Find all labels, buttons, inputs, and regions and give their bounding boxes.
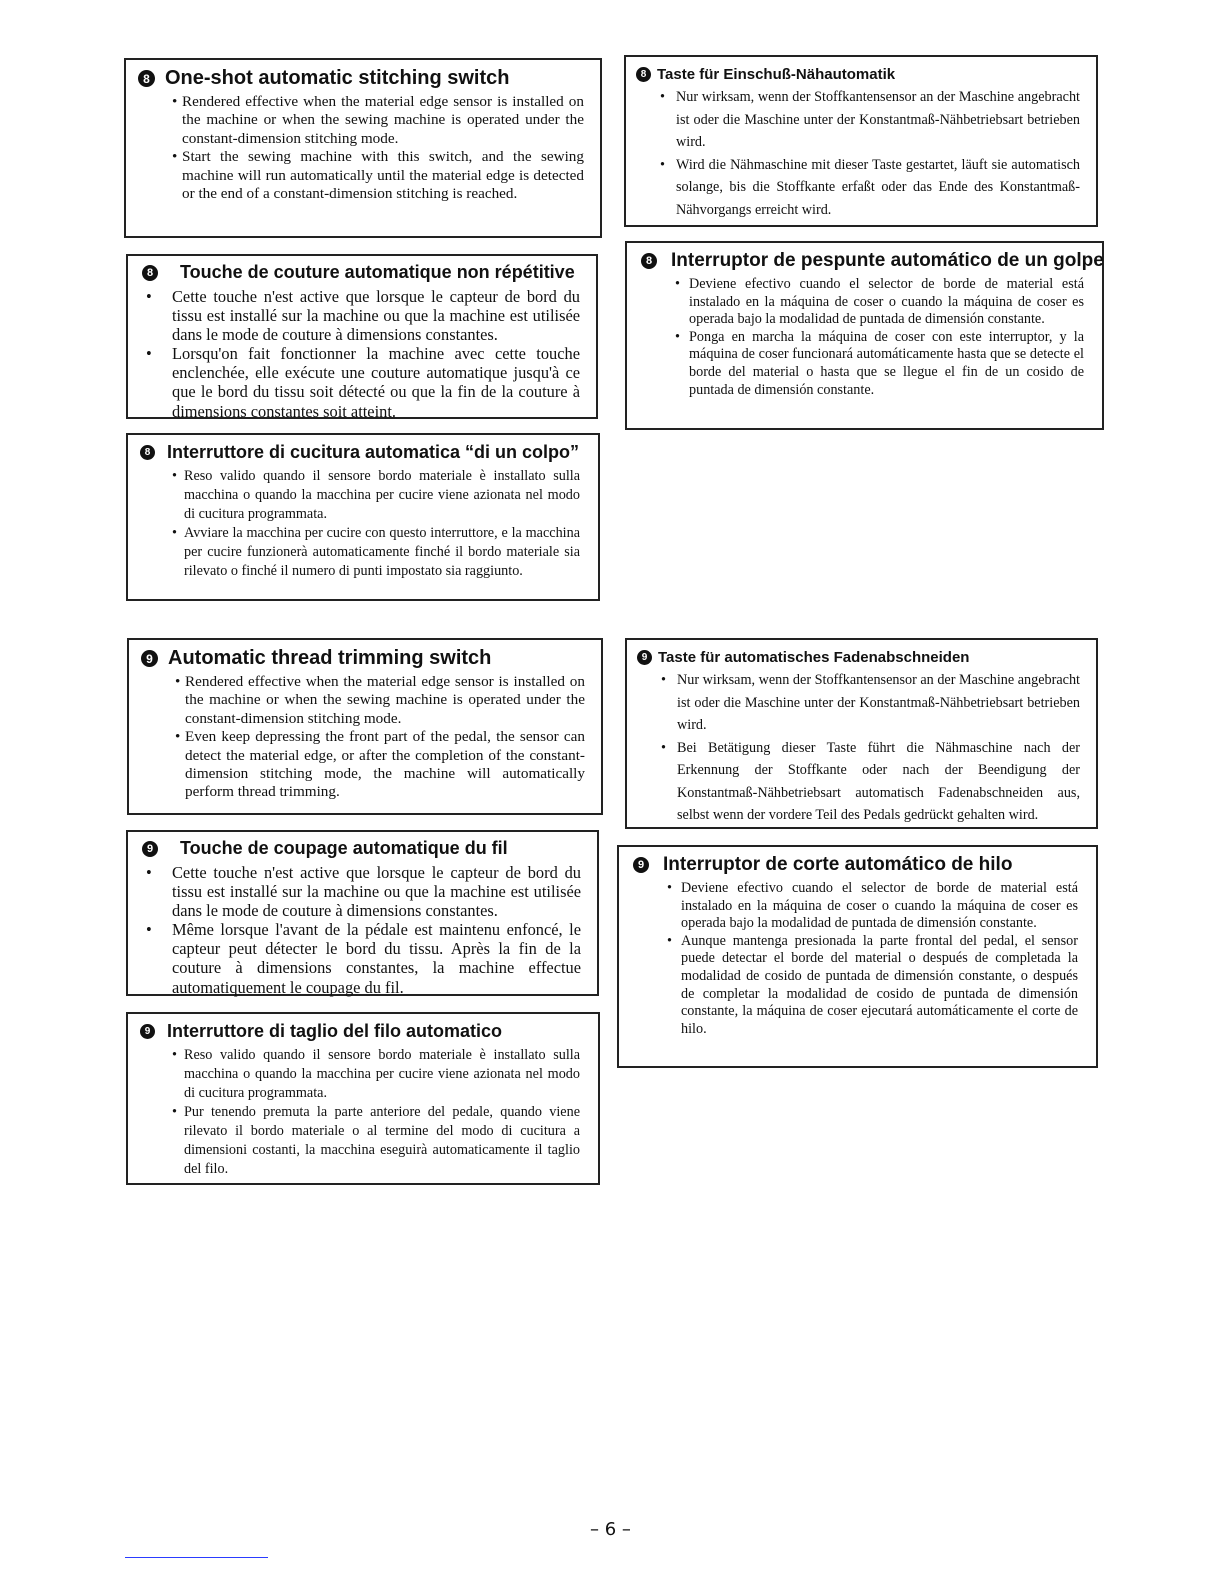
bullet-icon: • xyxy=(172,1047,177,1063)
list-item: • Même lorsque l'avant de la pédale est maintenu enfoncé, le capteur peut détecter le bord du tissu. Après la fin de la couture à dimensions constantes, la machine effectue automatiquement le coupage du fil. xyxy=(146,920,581,997)
bullet-icon: • xyxy=(675,276,680,292)
list-item: • Cette touche n'est active que lorsque le capteur de bord du tissu est installé sur la machine ou que la machine est utilisée dans le mode de couture à dimensions constantes. xyxy=(146,287,580,345)
number-badge-icon: 9 xyxy=(142,841,158,857)
section-title: Interruptor de corte automático de hilo xyxy=(663,854,1013,875)
section-fr-9 xyxy=(126,830,599,996)
list-item: • Reso valido quando il sensore bordo materiale è installato sulla macchina o quando la macchina per cucire viene azionata nel modo di cucitura programmata. xyxy=(172,1047,580,1101)
list-item: • Nur wirksam, wenn der Stoffkantensensor an der Maschine angebracht ist oder die Maschine unter der Konstantmaß-Nähbetriebsart betrieben wird. xyxy=(676,86,1080,154)
bullet-list xyxy=(627,666,1096,827)
bullet-icon: • xyxy=(172,148,178,166)
section-title: Interruttore di cucitura automatica “di un colpo” xyxy=(167,442,580,462)
bullet-icon: • xyxy=(172,525,177,541)
section-heading xyxy=(129,640,601,670)
list-item: • Bei Betätigung dieser Taste führt die Nähmaschine nach der Erkennung der Stoffkante oder nach der Beendigung der Konstantmaß-Nähbetriebsart automatisch Fadenabschneiden aus, selbst wenn der vordere Teil des Pedals gedrückt gehalten wird. xyxy=(677,737,1080,827)
bullet-icon: • xyxy=(146,920,152,940)
list-item: • Aunque mantenga presionada la parte frontal del pedal, el sensor puede detectar el borde del material o después de completada la modalidad de cosido de puntada de dimensión constante, o después de completar la modalidad de cosido de puntada de dimensión constante, la máquina de coser ejecutará automáticamente el corte de hilo. xyxy=(667,932,1078,1037)
bullet-icon: • xyxy=(172,93,178,110)
list-item: • Nur wirksam, wenn der Stoffkantensensor an der Maschine angebracht ist oder die Maschine unter der Konstantmaß-Nähbetriebsart betrieben wird. xyxy=(677,669,1080,737)
bullet-list xyxy=(626,83,1096,221)
section-title: Interruttore di taglio del filo automatico xyxy=(167,1021,503,1041)
section-de-8 xyxy=(624,55,1098,227)
bullet-icon: • xyxy=(667,880,672,896)
number-badge-icon: 9 xyxy=(637,650,652,665)
section-it-9 xyxy=(126,1012,600,1185)
number-badge-icon: 8 xyxy=(641,253,657,269)
bullet-icon: • xyxy=(660,89,665,105)
section-heading xyxy=(627,243,1102,272)
list-item: • Lorsqu'on fait fonctionner la machine avec cette touche enclenchée, elle exécute une couture automatique jusqu'à ce que le bord du tissu soit détecté ou que la fin de la couture à dimensions constantes soit atteint. xyxy=(146,344,580,421)
list-item: • Rendered effective when the material edge sensor is installed on the machine or when the sewing machine is operated under the constant-dimension stitching mode. xyxy=(175,673,585,727)
section-title: Touche de coupage automatique du fil xyxy=(180,838,508,858)
bullet-list xyxy=(627,272,1102,399)
list-item: • Rendered effective when the material edge sensor is installed on the machine or when the sewing machine is operated under the constant-dimension stitching mode. xyxy=(172,93,584,147)
number-badge-icon: 9 xyxy=(141,650,158,667)
list-item: • Avviare la macchina per cucire con questo interruttore, e la macchina per cucire funzionerà automaticamente finché il bordo materiale sia rilevato o finché il numero di punti impostato sia raggiunto. xyxy=(172,525,580,579)
section-heading xyxy=(128,435,598,463)
list-item: • Reso valido quando il sensore bordo materiale è installato sulla macchina o quando la macchina per cucire viene azionata nel modo di cucitura programmata. xyxy=(172,468,580,522)
list-item: • Even keep depressing the front part of the pedal, the sensor can detect the material edge, or after the completion of the constant-dimension stitching mode, the machine will automatically perform thread trimming. xyxy=(175,728,585,801)
bullet-list xyxy=(128,463,598,581)
list-item: • Deviene efectivo cuando el selector de borde de material está instalado en la máquina de coser o cuando la máquina de coser es operada bajo la modalidad de puntada de dimensión constante. xyxy=(667,880,1078,932)
section-heading xyxy=(627,640,1096,666)
section-heading xyxy=(128,1014,598,1042)
section-heading xyxy=(126,60,600,90)
section-title: Taste für Einschuß-Nähautomatik xyxy=(657,66,896,83)
bullet-list xyxy=(129,670,601,802)
page-number: – 6 – xyxy=(590,1519,631,1540)
section-it-8 xyxy=(126,433,600,601)
list-item: • Deviene efectivo cuando el selector de borde de material está instalado en la máquina de coser o cuando la máquina de coser es operada bajo la modalidad de puntada de dimensión constante. xyxy=(675,276,1084,328)
section-en-9 xyxy=(127,638,603,815)
section-title: Touche de couture automatique non répétitive xyxy=(180,262,575,282)
section-fr-8 xyxy=(126,254,598,419)
bullet-list xyxy=(128,283,596,421)
bullet-list xyxy=(128,1042,598,1179)
section-es-8 xyxy=(625,241,1104,430)
footer-divider xyxy=(125,1557,268,1558)
bullet-icon: • xyxy=(667,932,672,949)
bullet-icon: • xyxy=(175,673,181,690)
section-heading xyxy=(128,832,597,859)
bullet-icon: • xyxy=(660,156,665,173)
number-badge-icon: 8 xyxy=(142,265,158,281)
list-item: • Ponga en marcha la máquina de coser con este interruptor, y la máquina de coser funcionará automáticamente hasta que se detecte el borde del material o hasta que se llegue el fin de un cosido de puntada de dimensión constante. xyxy=(675,328,1084,398)
bullet-icon: • xyxy=(146,344,152,364)
number-badge-icon: 8 xyxy=(138,70,155,87)
bullet-list xyxy=(619,876,1096,1038)
section-de-9 xyxy=(625,638,1098,829)
number-badge-icon: 9 xyxy=(140,1024,155,1039)
bullet-icon: • xyxy=(172,468,177,484)
section-en-8 xyxy=(124,58,602,238)
section-title: Automatic thread trimming switch xyxy=(168,647,492,669)
bullet-icon: • xyxy=(661,672,666,688)
section-title: Interruptor de pespunte automático de un golpe xyxy=(671,250,1104,271)
section-heading xyxy=(619,847,1096,876)
bullet-list xyxy=(126,90,600,203)
section-es-9 xyxy=(617,845,1098,1068)
bullet-icon: • xyxy=(661,739,666,756)
number-badge-icon: 9 xyxy=(633,857,649,873)
bullet-icon: • xyxy=(675,328,680,345)
bullet-list xyxy=(128,859,597,997)
list-item: • Wird die Nähmaschine mit dieser Taste gestartet, läuft sie automatisch solange, bis die Stoffkante erfaßt oder das Ende des Konstantmaß-Nähvorgangs erreicht wird. xyxy=(676,154,1080,222)
bullet-icon: • xyxy=(146,863,152,882)
bullet-icon: • xyxy=(172,1104,177,1120)
bullet-icon: • xyxy=(175,728,181,746)
list-item: • Cette touche n'est active que lorsque le capteur de bord du tissu est installé sur la machine ou que la machine est utilisée dans le mode de couture à dimensions constantes. xyxy=(146,863,581,921)
bullet-icon: • xyxy=(146,287,152,306)
number-badge-icon: 8 xyxy=(636,67,651,82)
list-item: • Start the sewing machine with this switch, and the sewing machine will run automatically until the material edge is detected or the end of a constant-dimension stitching is reached. xyxy=(172,148,584,203)
section-heading xyxy=(128,256,596,283)
section-title: One-shot automatic stitching switch xyxy=(165,67,510,89)
section-heading xyxy=(626,57,1096,83)
number-badge-icon: 8 xyxy=(140,445,155,460)
section-title: Taste für automatisches Fadenabschneiden xyxy=(658,649,970,666)
list-item: • Pur tenendo premuta la parte anteriore del pedale, quando viene rilevato il bordo materiale o al termine del modo di cucitura a dimensioni costanti, la macchina eseguirà automaticamente il taglio del filo. xyxy=(172,1104,580,1177)
